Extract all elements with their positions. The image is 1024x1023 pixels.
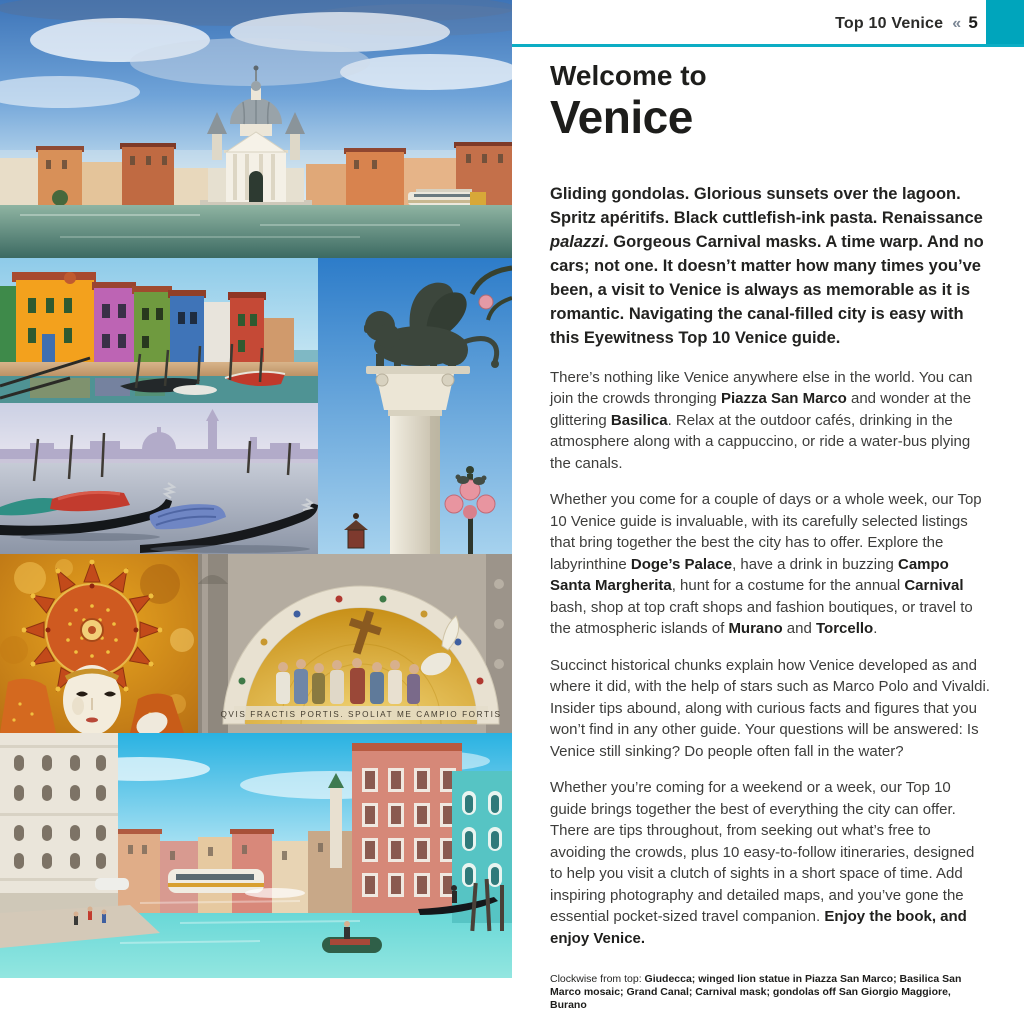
- photo-collage: [0, 0, 512, 978]
- title-kicker: Welcome to: [550, 60, 707, 91]
- teal-corner-block: [986, 0, 1024, 44]
- giudecca-illustration: [0, 0, 512, 258]
- book-title: Top 10 Venice: [835, 15, 944, 32]
- photo-burano: [0, 258, 318, 403]
- page-title: Venice: [550, 91, 693, 143]
- mosaic-illustration: [198, 554, 512, 733]
- body-paragraph: Whether you’re coming for a weekend or a week, our Top 10 guide brings together the best of everything the city can offer. There are tips throughout, from seeking out what’s free to avoiding the crowds, plus 10 easy-to-follow itineraries, designed to help you visit a clutch of sights in a short space of time. Add inspiring photography and detailed maps, and you’ve gone the essential pocket-sized travel companion. Enjoy the book, and enjoy Venice.: [550, 779, 975, 947]
- photo-caption: Clockwise from top: Giudecca; winged lion statue in Piazza San Marco; Basilica San Marco mosaic; Grand Canal; Carnival mask; gondolas off San Giorgio Maggiore, Burano: [550, 973, 962, 1011]
- carnival-mask-illustration: [0, 554, 198, 733]
- intro-paragraph: Gliding gondolas. Glorious sunsets over the lagoon. Spritz apéritifs. Black cuttlefish-ink pasta. Renaissance palazzi. Gorgeous Carnival masks. A time warp. And no cars; not one. It doesn’t matter how many times you’ve been, a visit to Venice is always as memorable as it is romantic. Navigating the canal-filled city is easy with this Eyewitness Top 10 Venice guide.: [550, 185, 984, 347]
- burano-illustration: [0, 258, 318, 403]
- photo-gondolas: [0, 403, 318, 554]
- photo-carnival-mask: [0, 554, 198, 733]
- gondolas-illustration: [0, 403, 318, 554]
- mask-face: [63, 665, 121, 735]
- photo-grand-canal: [0, 733, 512, 978]
- text-page: [512, 0, 1024, 1011]
- body-paragraph: Whether you come for a couple of days or a whole week, our Top 10 Venice guide is invaluable, with its carefully selected listings that bring together the best the city has to offer. Explore the labyrinthine Doge’s Palace, have a drink in buzzing Campo Santa Margherita, hunt for a costume for the annual Carnival bash, shop at top craft shops and fashion boutiques, or travel to the atmospheric islands of Murano and Torcello.: [550, 491, 982, 637]
- photo-winged-lion: [318, 258, 512, 554]
- chevrons-icon: «: [952, 15, 962, 32]
- grand-canal-illustration: [0, 733, 512, 978]
- body-paragraph: There’s nothing like Venice anywhere else in the world. You can join the crowds thronging Piazza San Marco and wonder at the glittering Basilica. Relax at the outdoor cafés, drinking in the atmosphere along with a cappuccino, or ride a water-bus plying the canals.: [550, 368, 973, 472]
- photo-mosaic: [198, 554, 512, 733]
- campanile: [330, 788, 342, 868]
- winged-lion-illustration: [318, 258, 512, 554]
- page-number: 5: [968, 13, 978, 32]
- photo-giudecca: [0, 0, 512, 258]
- page-content: [550, 0, 990, 1023]
- body-paragraph: Succinct historical chunks explain how Venice developed as and where it did, with the help of stars such as Marco Polo and Vivaldi. Insider tips abound, along with curious facts and figures that you won’t find in any other guide. Your questions will be answered: Is Venice still sinking? Do people often fall in the water?: [550, 656, 990, 760]
- mosaic-inscription: QVIS FRACTIS PORTIS. SPOLIAT ME CAMPIO FORTIS: [220, 710, 502, 719]
